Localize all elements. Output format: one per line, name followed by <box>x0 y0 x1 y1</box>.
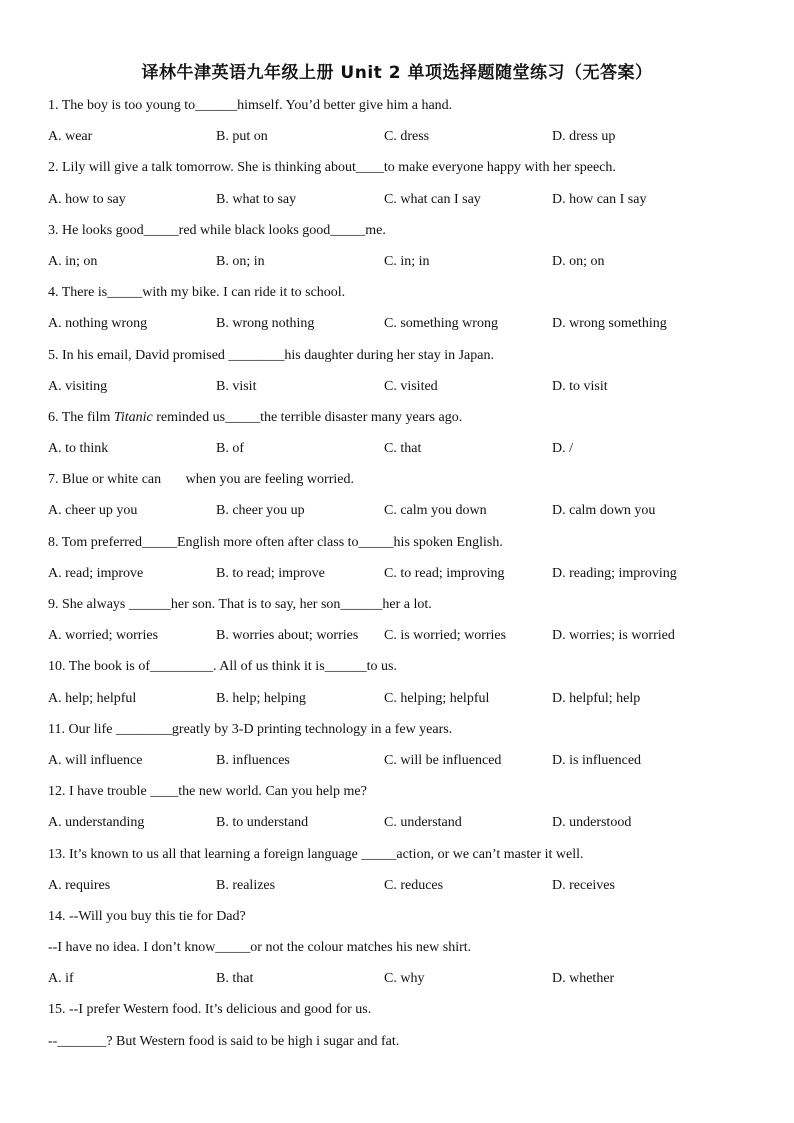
option-c: C. dress <box>384 129 430 145</box>
option-c: C. that <box>384 441 422 457</box>
question-6-stem <box>48 407 758 438</box>
option-c: C. calm you down <box>384 503 487 519</box>
question-1-stem: 1. The boy is too young to______himself. You’d better give him a hand. <box>48 98 453 113</box>
option-d: D. how can I say <box>552 191 647 207</box>
stem-text: 6. The film <box>48 409 114 425</box>
option-b: B. help; helping <box>216 690 306 706</box>
option-c: C. in; in <box>384 253 430 269</box>
option-a: A. help; helpful <box>48 690 137 706</box>
question-15-stem: 15. --I prefer Western food. It’s delicious and good for us. <box>48 1002 372 1018</box>
option-c: C. something wrong <box>384 316 498 332</box>
option-d: D. receives <box>552 877 615 893</box>
option-d: D. worries; is worried <box>552 628 675 644</box>
option-b: B. worries about; worries <box>216 628 359 644</box>
option-d: D. / <box>552 441 573 457</box>
question-8-stem: 8. Tom preferred_____English more often after class to_____his spoken English. <box>48 534 503 550</box>
option-a: A. worried; worries <box>48 628 159 644</box>
option-a: A. understanding <box>48 815 145 831</box>
option-d: D. reading; improving <box>552 565 677 581</box>
option-d: D. wrong something <box>552 316 667 332</box>
option-c: C. understand <box>384 815 462 831</box>
question-4-stem: 4. There is_____with my bike. I can ride it to school. <box>48 285 346 301</box>
option-d: D. helpful; help <box>552 690 641 706</box>
question-7-options <box>48 500 758 531</box>
film-title: Titanic <box>113 409 153 425</box>
question-10-stem: 10. The book is of_________. All of us think it is______to us. <box>48 659 397 675</box>
question-11-stem: 11. Our life ________greatly by 3-D printing technology in a few years. <box>48 721 453 737</box>
question-14-options <box>48 968 758 999</box>
question-5-stem: 5. In his email, David promised ________his daughter during her stay in Japan. <box>48 347 494 363</box>
question-9-stem: 9. She always ______her son. That is to say, her son______her a lot. <box>48 597 432 612</box>
option-c: C. is worried; worries <box>384 628 507 644</box>
option-b: B. put on <box>216 129 268 145</box>
option-d: D. whether <box>552 971 615 987</box>
option-c: C. will be influenced <box>384 752 502 768</box>
option-c: C. to read; improving <box>384 565 505 581</box>
question-9-options <box>48 625 758 656</box>
option-c: C. what can I say <box>384 191 481 207</box>
question-2-stem: 2. Lily will give a talk tomorrow. She is thinking about____to make everyone happy with her speech. <box>48 160 616 176</box>
option-b: B. influences <box>216 752 290 768</box>
option-a: A. will influence <box>48 752 143 768</box>
option-a: A. to think <box>48 441 109 457</box>
question-10-options <box>48 688 758 719</box>
option-a: A. in; on <box>48 253 98 269</box>
question-2-options <box>48 189 758 220</box>
option-c: C. visited <box>384 378 438 394</box>
question-4-options <box>48 313 758 344</box>
option-b: B. of <box>216 441 244 457</box>
option-b: B. that <box>216 971 254 987</box>
question-13-stem: 13. It’s known to us all that learning a foreign language _____action, or we can’t master it well. <box>48 846 584 862</box>
option-a: A. visiting <box>48 378 108 394</box>
option-a: A. if <box>48 971 74 987</box>
option-b: B. to understand <box>216 815 309 831</box>
option-d: D. understood <box>552 815 632 831</box>
option-c: C. why <box>384 971 425 987</box>
question-12-options <box>48 812 758 843</box>
question-7-stem: 7. Blue or white can when you are feeling worried. <box>48 472 354 488</box>
page-title: 译林牛津英语九年级上册 Unit 2 单项选择题随堂练习（无答案） <box>141 63 653 83</box>
option-c: C. helping; helpful <box>384 690 490 706</box>
option-b: B. on; in <box>216 253 265 269</box>
question-11-options <box>48 750 758 781</box>
option-b: B. what to say <box>216 191 297 207</box>
option-b: B. visit <box>216 378 257 394</box>
option-d: D. calm down you <box>552 503 656 519</box>
question-14-reply: --I have no idea. I don’t know_____or not the colour matches his new shirt. <box>48 940 472 956</box>
option-d: D. on; on <box>552 253 605 269</box>
option-b: B. cheer you up <box>216 503 305 519</box>
option-d: D. is influenced <box>552 752 642 768</box>
option-d: D. to visit <box>552 378 608 394</box>
question-3-stem: 3. He looks good_____red while black looks good_____me. <box>48 222 386 238</box>
question-6-options <box>48 438 758 469</box>
question-1-options <box>48 126 758 157</box>
option-b: B. realizes <box>216 877 276 893</box>
question-8-options <box>48 563 758 594</box>
stem-text: reminded us_____the terrible disaster many years ago. <box>152 409 463 425</box>
question-12-stem: 12. I have trouble ____the new world. Can you help me? <box>48 784 367 800</box>
option-a: A. cheer up you <box>48 503 138 519</box>
option-a: A. requires <box>48 877 111 893</box>
option-a: A. nothing wrong <box>48 316 148 332</box>
option-d: D. dress up <box>552 129 616 145</box>
question-5-options <box>48 376 758 407</box>
question-3-options <box>48 251 758 282</box>
option-b: B. to read; improve <box>216 565 325 581</box>
option-b: B. wrong nothing <box>216 316 315 332</box>
option-a: A. wear <box>48 129 93 145</box>
question-13-options <box>48 875 758 906</box>
question-list <box>48 95 758 1062</box>
option-a: A. how to say <box>48 191 126 207</box>
option-c: C. reduces <box>384 877 444 893</box>
question-15-reply: --_______? But Western food is said to be high i sugar and fat. <box>48 1033 400 1049</box>
option-a: A. read; improve <box>48 565 144 581</box>
question-14-stem: 14. --Will you buy this tie for Dad? <box>48 908 246 924</box>
